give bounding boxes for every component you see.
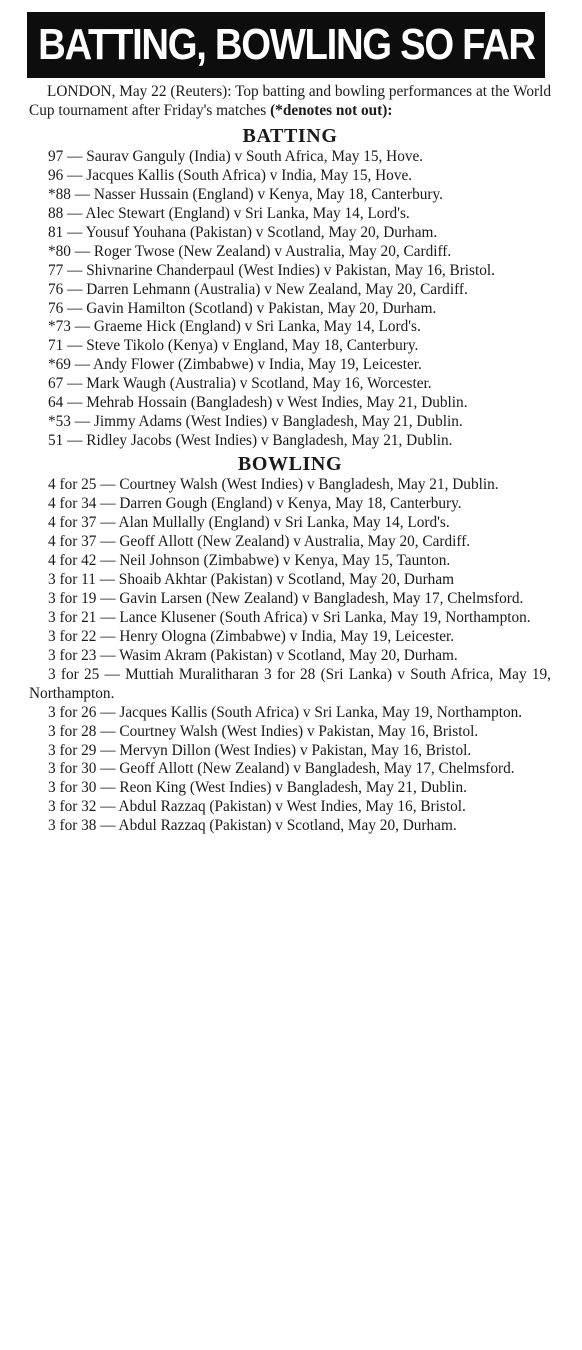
bowling-entry: 3 for 38 — Abdul Razzaq (Pakistan) v Scotland, May 20, Durham. bbox=[48, 817, 457, 835]
not-out-note: (*denotes not out): bbox=[270, 101, 393, 119]
batting-entry: 96 — Jacques Kallis (South Africa) v India, May 15, Hove. bbox=[48, 166, 413, 184]
bowling-entry: 3 for 26 — Jacques Kallis (South Africa) v Sri Lanka, May 19, Northampton. bbox=[48, 703, 523, 721]
bowling-entry: 3 for 30 — Reon King (West Indies) v Bangladesh, May 21, Dublin. bbox=[48, 779, 467, 797]
bowling-entry: 3 for 29 — Mervyn Dillon (West Indies) v Pakistan, May 16, Bristol. bbox=[48, 741, 472, 759]
bowling-entry: 3 for 22 — Henry Ologna (Zimbabwe) v India, May 19, Leicester. bbox=[48, 627, 455, 645]
bowling-entry: 3 for 32 — Abdul Razzaq (Pakistan) v West Indies, May 16, Bristol. bbox=[48, 798, 466, 816]
batting-entry: 97 — Saurav Ganguly (India) v South Africa, May 15, Hove. bbox=[48, 147, 424, 165]
batting-entry: 71 — Steve Tikolo (Kenya) v England, May 18, Canterbury. bbox=[48, 337, 419, 355]
bowling-heading: BOWLING bbox=[237, 453, 343, 476]
batting-entry: *73 — Graeme Hick (England) v Sri Lanka, May 14, Lord's. bbox=[48, 318, 421, 336]
intro-text: LONDON, May 22 (Reuters): Top batting and bowling performances at the World Cup tournament after Friday's matches bbox=[29, 83, 551, 119]
batting-entry: 77 — Shivnarine Chanderpaul (West Indies) v Pakistan, May 16, Bristol. bbox=[48, 261, 495, 279]
batting-heading: BATTING bbox=[242, 124, 338, 147]
batting-entry: 76 — Gavin Hamilton (Scotland) v Pakistan, May 20, Durham. bbox=[48, 299, 437, 317]
article-body bbox=[29, 83, 551, 836]
bowling-entry: 3 for 23 — Wasim Akram (Pakistan) v Scotland, May 20, Durham. bbox=[48, 646, 458, 664]
batting-entry: 88 — Alec Stewart (England) v Sri Lanka, May 14, Lord's. bbox=[48, 204, 410, 222]
bowling-entry: 3 for 25 — Muttiah Muralitharan 3 for 28 (Sri Lanka) v South Africa, May 19, Northampton. bbox=[29, 665, 551, 702]
bowling-entry: 3 for 30 — Geoff Allott (New Zealand) v Bangladesh, May 17, Chelmsford. bbox=[48, 760, 515, 778]
headline-banner bbox=[27, 12, 545, 78]
batting-entry: *88 — Nasser Hussain (England) v Kenya, May 18, Canterbury. bbox=[48, 185, 443, 203]
bowling-entry: 4 for 42 — Neil Johnson (Zimbabwe) v Kenya, May 15, Taunton. bbox=[48, 551, 451, 569]
batting-entry: *69 — Andy Flower (Zimbabwe) v India, May 19, Leicester. bbox=[48, 356, 422, 374]
bowling-entry: 4 for 25 — Courtney Walsh (West Indies) v Bangladesh, May 21, Dublin. bbox=[48, 476, 499, 494]
bowling-entry: 4 for 34 — Darren Gough (England) v Kenya, May 18, Canterbury. bbox=[48, 495, 462, 513]
bowling-entry: 4 for 37 — Geoff Allott (New Zealand) v Australia, May 20, Cardiff. bbox=[48, 533, 471, 551]
batting-entry: *53 — Jimmy Adams (West Indies) v Bangladesh, May 21, Dublin. bbox=[48, 413, 463, 431]
batting-entry: 76 — Darren Lehmann (Australia) v New Zealand, May 20, Cardiff. bbox=[48, 280, 468, 298]
batting-entry: 67 — Mark Waugh (Australia) v Scotland, May 16, Worcester. bbox=[48, 375, 432, 393]
batting-entry: *80 — Roger Twose (New Zealand) v Australia, May 20, Cardiff. bbox=[48, 242, 452, 260]
bowling-entry: 4 for 37 — Alan Mullally (England) v Sri Lanka, May 14, Lord's. bbox=[48, 514, 450, 532]
bowling-entry: 3 for 11 — Shoaib Akhtar (Pakistan) v Scotland, May 20, Durham bbox=[48, 570, 455, 588]
batting-entry: 64 — Mehrab Hossain (Bangladesh) v West Indies, May 21, Dublin. bbox=[48, 394, 468, 412]
batting-entry: 81 — Yousuf Youhana (Pakistan) v Scotland, May 20, Durham. bbox=[48, 223, 438, 241]
bowling-entry: 3 for 21 — Lance Klusener (South Africa) v Sri Lanka, May 19, Northampton. bbox=[48, 608, 531, 626]
bowling-list bbox=[29, 476, 551, 836]
headline: BATTING, BOWLING SO FAR bbox=[37, 20, 535, 69]
batting-list bbox=[29, 148, 551, 451]
intro-paragraph bbox=[29, 83, 551, 121]
bowling-entry: 3 for 28 — Courtney Walsh (West Indies) v Pakistan, May 16, Bristol. bbox=[48, 722, 479, 740]
bowling-entry: 3 for 19 — Gavin Larsen (New Zealand) v Bangladesh, May 17, Chelmsford. bbox=[48, 589, 524, 607]
batting-entry: 51 — Ridley Jacobs (West Indies) v Bangladesh, May 21, Dublin. bbox=[48, 432, 453, 450]
